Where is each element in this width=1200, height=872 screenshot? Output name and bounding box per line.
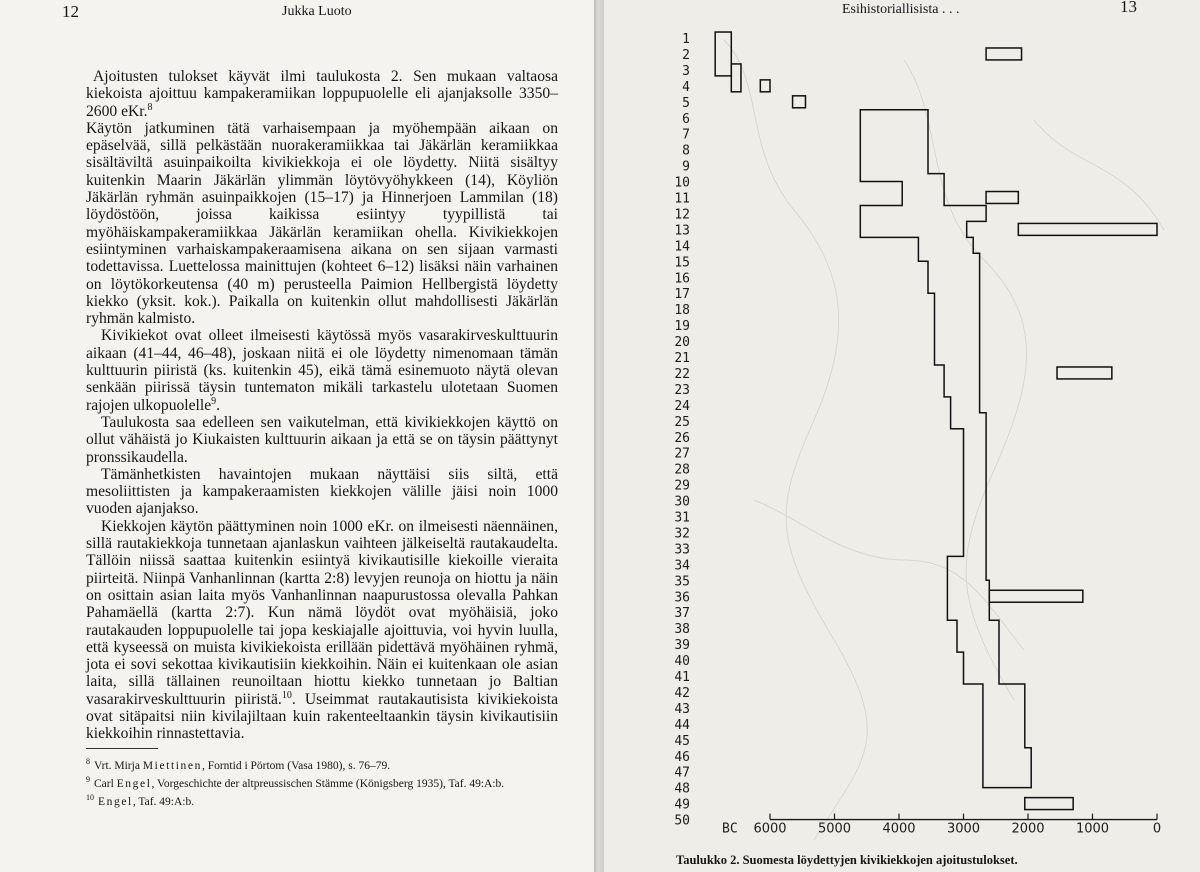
range-box	[760, 80, 770, 92]
row-label: 24	[674, 398, 690, 414]
row-label: 34	[674, 558, 690, 574]
x-tick-label: 3000	[946, 821, 981, 837]
row-label: 7	[682, 127, 690, 143]
footnote: $^8$ Vrt. Mirja Miettinen, Forntid i Pörtom (Vasa 1980), s. 76–79.	[86, 757, 391, 772]
paragraph: Ajoitusten tulokset käyvät ilmi taulukosta 2. Sen mukaan valtaosa kiekoista ajoittuu kampakeramiikan loppupuolelle eli ajanjaksolle 3350–2600 eKr.$^8$	[86, 68, 558, 120]
row-label: 20	[674, 335, 690, 351]
row-label: 49	[674, 797, 690, 813]
row-label: 30	[674, 494, 690, 510]
row-label: 12	[674, 207, 690, 223]
row-label: 42	[674, 685, 690, 701]
row-label: 48	[674, 781, 690, 797]
x-tick-label: 5000	[817, 821, 852, 837]
row-label: 45	[674, 733, 690, 749]
paragraph: Kivikiekot ovat olleet ilmeisesti käytössä myös vasarakirveskulttuurin aikaan (41–44, 46–48), joskaan niitä ei ole löydetty nimenomaan tämän kulttuurin piiristä (ks. kuitenkin 45), eikä tämä esinemuoto näytä olevan senkään piirissä täysin tuntematon mikäli tarkastelu ulotetaan Suomen rajojen ulkopuolelle$^9$.	[86, 327, 558, 414]
row-label: 50	[674, 813, 690, 829]
row-label: 31	[674, 510, 690, 526]
row-label: 11	[674, 191, 690, 207]
range-box	[793, 96, 806, 108]
row-label: 23	[674, 382, 690, 398]
footnote-divider	[86, 748, 158, 749]
range-box	[986, 192, 1018, 204]
x-tick-label: 2000	[1011, 821, 1045, 837]
x-axis-unit-label: BC	[722, 821, 738, 837]
row-label: 9	[682, 159, 690, 175]
book-gutter	[594, 0, 604, 872]
row-label: 40	[674, 654, 690, 670]
running-head: Jukka Luoto	[282, 4, 352, 19]
row-label: 14	[674, 239, 690, 255]
range-box	[986, 48, 1021, 60]
paragraph: Taulukosta saa edelleen sen vaikutelman, että kivikiekkojen käyttö on ollut vähäistä jo Kiukaisten kulttuurin aikaan ja että se on täysin päättynyt pronssikaudella.	[86, 413, 558, 466]
footnote-ref: 8	[147, 101, 153, 113]
body-text	[86, 68, 558, 743]
row-label: 32	[674, 526, 690, 542]
right-page	[604, 0, 1200, 872]
row-label: 17	[674, 287, 690, 303]
range-box	[989, 590, 1083, 602]
row-label: 46	[674, 749, 690, 765]
row-label: 38	[674, 622, 690, 638]
x-tick-label: 0	[1152, 821, 1162, 837]
row-label: 2	[682, 47, 690, 63]
row-label: 43	[674, 701, 690, 717]
page-number: 12	[62, 2, 79, 21]
row-label: 3	[682, 63, 690, 79]
row-label: 44	[674, 717, 690, 733]
paragraph: Käytön jatkuminen tätä varhaisempaan ja myöhempään aikaan on epäselvää, sillä pelkästään nuorakeramiikkaa tai Jäkärlän keramiikkaa sisältäviltä asuinpaikoilta kivikiekkoja ei ole löydetty. Niitä sisältyy kuitenkin Maarin Jäkärlän ylimmän löytövyöhykkeen (14), Köyliön Jäkärlän ryhmän asuinpaikkojen (15–17) ja Hinnerjoen Lammilan (18) löydöstöön, joissa kaikissa esiintyy tyypillistä tai myöhäiskampakeramiikkaa Jäkärlän keramiikan ohella. Kivikiekkojen esiintyminen varhaiskampakeraamisena aikana on sen sijaan varmasti todettavissa. Luettelossa mainittujen (kohteet 6–12) lisäksi näin varhainen on löytökorkeutensa (40 m) perusteella Paimion Hellbergistä löydetty kiekko (yksit. kok.). Paikalla on kuitenkin ollut mahdollisesti Jäkärlän ryhmän kalmisto.	[86, 119, 558, 328]
dating-chart	[604, 0, 1200, 872]
x-axis	[722, 814, 1161, 837]
row-label: 13	[674, 223, 690, 239]
x-tick-label: 6000	[753, 821, 787, 837]
row-label: 10	[674, 175, 690, 191]
paragraph: Tämänhetkisten havaintojen mukaan näyttäisi siis siltä, että mesoliittisten ja kampakeraamisten kiekkojen välille jäisi noin 1000 vuoden ajanjakso.	[86, 465, 558, 518]
row-label: 1	[682, 32, 690, 47]
row-label: 47	[674, 765, 690, 781]
range-boxes	[715, 32, 1157, 810]
row-label: 22	[674, 366, 690, 382]
range-box	[1057, 367, 1112, 379]
range-box	[731, 64, 741, 92]
footnote: $^{10}$ Engel, Taf. 49:A:b.	[86, 793, 195, 809]
row-label: 25	[674, 414, 690, 430]
row-label: 6	[682, 111, 690, 127]
left-page	[0, 0, 594, 872]
x-tick-label: 1000	[1075, 821, 1110, 837]
row-label: 36	[674, 590, 690, 606]
range-box	[1018, 223, 1157, 235]
row-label: 8	[682, 143, 690, 159]
range-box	[715, 32, 731, 76]
footnotes	[86, 755, 556, 809]
row-label: 5	[682, 95, 690, 111]
page-number: 13	[1120, 0, 1137, 16]
faint-background-map	[724, 40, 1164, 840]
row-label: 21	[674, 351, 690, 366]
row-label: 39	[674, 638, 690, 654]
row-label: 4	[682, 79, 690, 95]
row-label: 15	[674, 255, 690, 271]
running-head: Esihistoriallisista . . .	[842, 2, 960, 17]
footnote: $^9$ Carl Engel, Vorgeschichte der altpreussischen Stämme (Königsberg 1935), Taf. 49:A:b.	[86, 775, 505, 790]
range-box	[1025, 798, 1073, 810]
x-tick-label: 4000	[882, 821, 916, 837]
row-labels	[674, 32, 690, 829]
row-label: 28	[674, 462, 690, 478]
row-label: 33	[674, 542, 690, 558]
row-label: 18	[674, 303, 690, 319]
footnote-ref: 9	[211, 395, 217, 407]
paragraph: Kiekkojen käytön päättyminen noin 1000 eKr. on ilmeisesti näennäinen, sillä rautakiekkoja tunnetaan ajanlaskun vaihteen jälkeiseltä rautakaudelta. Tällöin niissä saattaa kuitenkin esiintyä kivikautisille kiekoille vieraita piirteitä. Niinpä Vanhanlinnan (kartta 2:8) levyjen reunoja on hiottu ja näin on osittain asian laita myös Vanhanlinnan naapurustossa olevalla Pahkan Pahamäellä (kartta 2:7). Kun nämä löydöt ovat myöhäisiä, joko rautakauden loppupuolelle tai jopa keskiajalle ajoittuvia, voi hyvin luulla, että kyseessä on muista kivikiekoista erillään pidettävä myöhäinen ryhmä, jota ei sovi sekottaa kivikautisiin kiekkoihin. Näin ei kuitenkaan ole asian laita, sillä tällainen reunoiltaan hiottu kiekko tunnetaan jo Baltian vasarakirveskulttuurin piiristä.$^{10}$. Useimmat rautakautisista kivikiekoista ovat sitäpaitsi niin kivilajiltaan kuin rakenteeltaankin täysin kivikautisiin kiekkoihin rinnastettavia.	[86, 517, 558, 743]
row-label: 35	[674, 574, 690, 590]
figure-caption: Taulukko 2. Suomesta löydettyjen kivikiekkojen ajoitustulokset.	[676, 853, 1018, 867]
row-label: 37	[674, 606, 690, 622]
footnote-ref: 10	[281, 689, 292, 701]
row-label: 26	[674, 430, 690, 446]
row-label: 29	[674, 478, 690, 494]
row-label: 19	[674, 319, 690, 335]
row-label: 27	[674, 446, 690, 462]
row-label: 41	[674, 670, 690, 685]
row-label: 16	[674, 271, 690, 287]
